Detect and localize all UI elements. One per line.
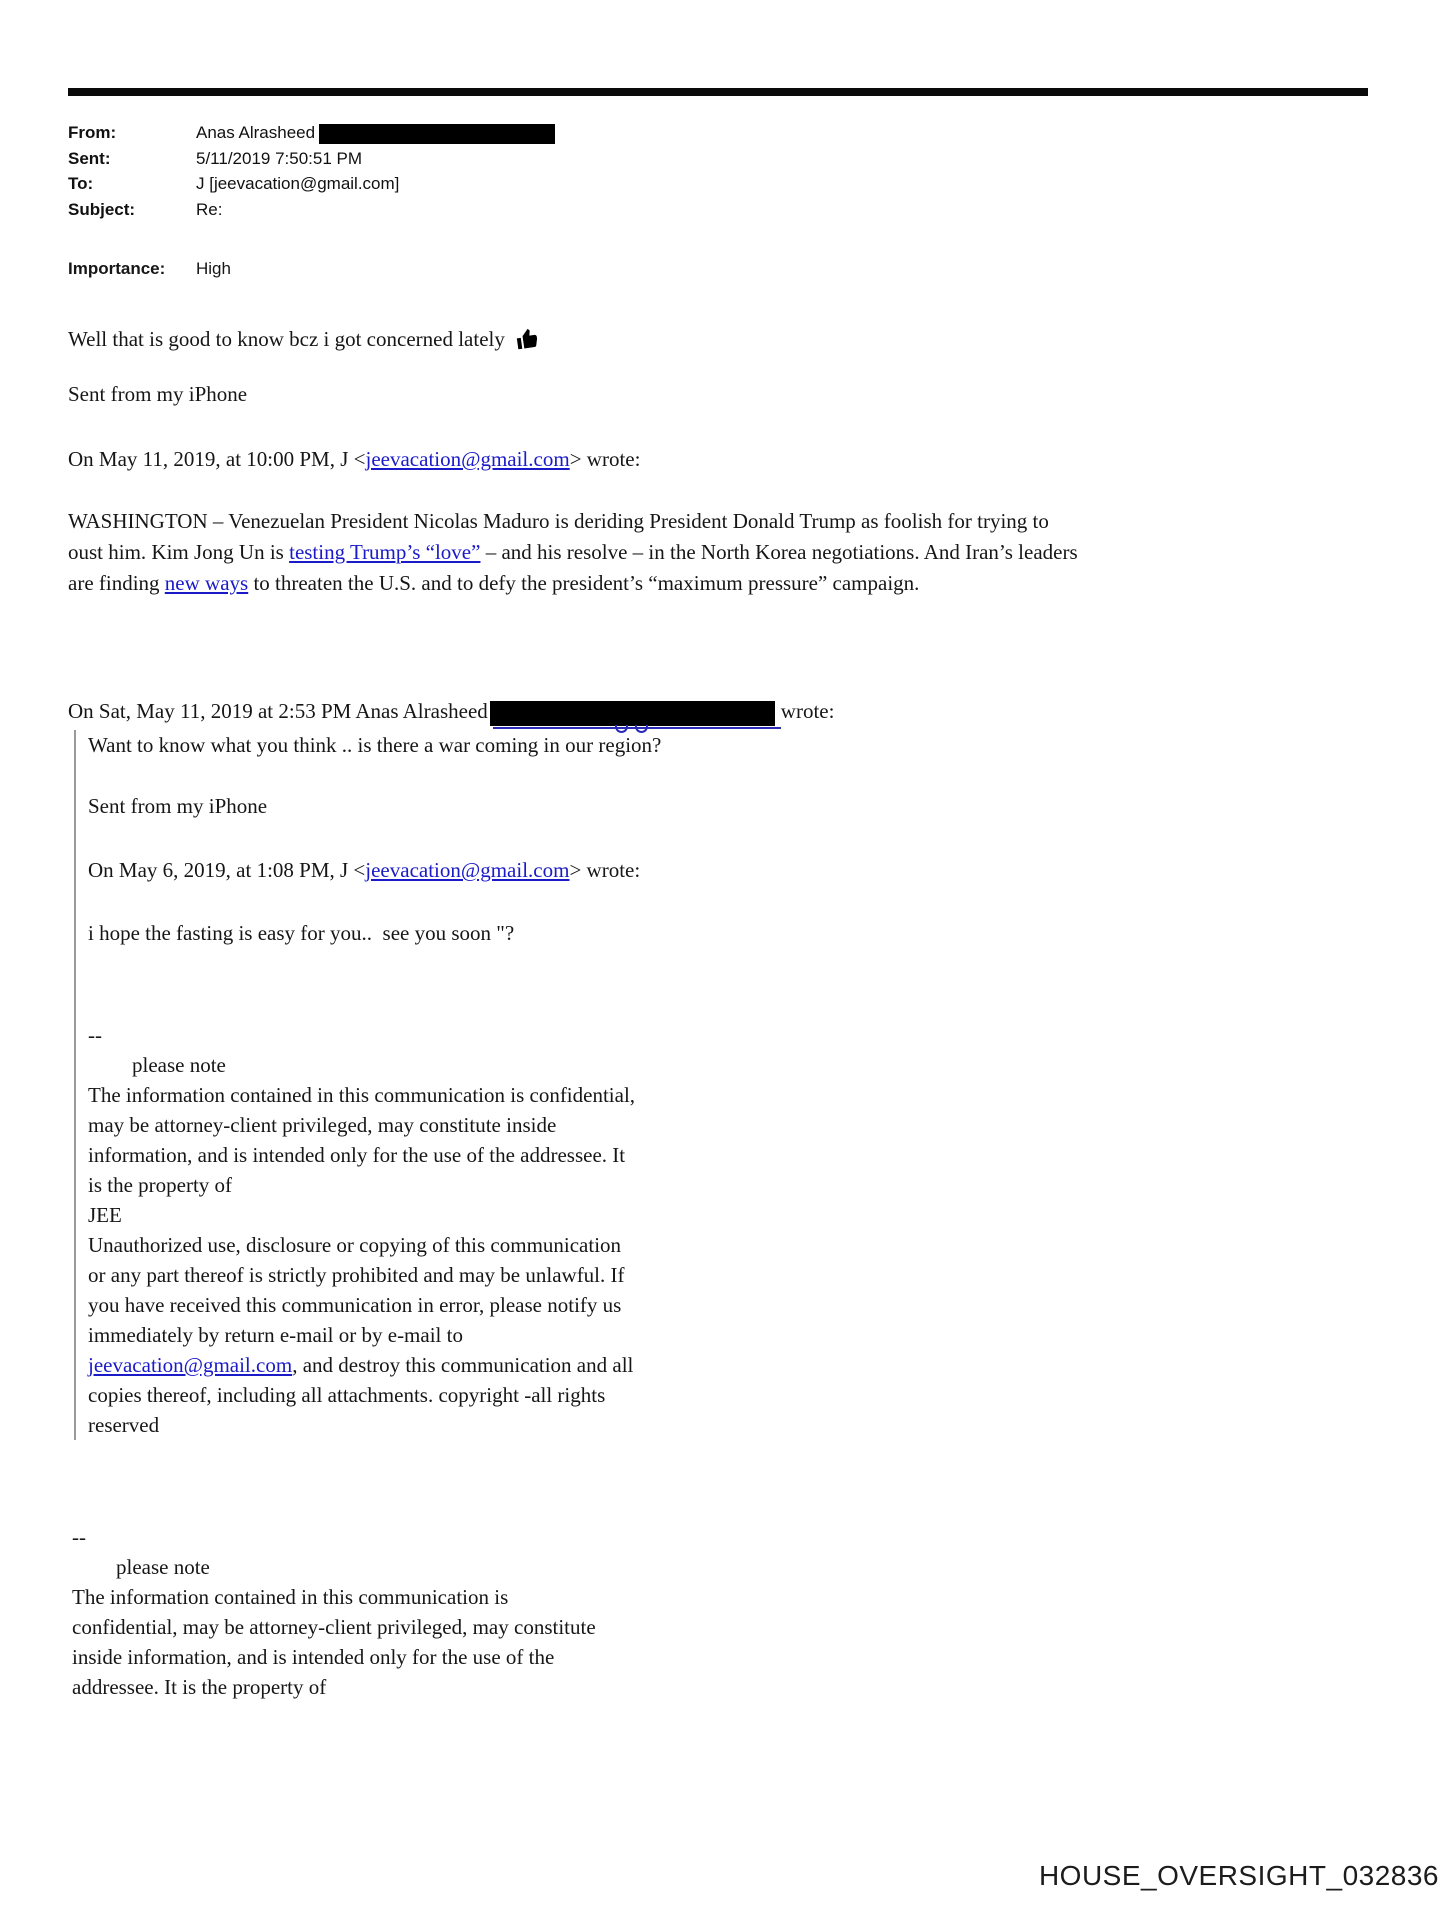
bates-number: HOUSE_OVERSIGHT_032836 — [1038, 1860, 1439, 1891]
testing-trumps-love-link[interactable]: testing Trump’s “love” — [289, 540, 481, 564]
email-link[interactable]: jeevacation@gmail.com — [365, 858, 570, 882]
quoted-reply-block — [74, 730, 1368, 1440]
importance-label: Importance: — [68, 259, 166, 278]
email-link[interactable]: jeevacation@gmail.com — [365, 447, 570, 471]
quoted-question: Want to know what you think .. is there a war coming in our region? — [88, 733, 662, 757]
header-row-sent — [68, 146, 1368, 172]
subject-value: Re: — [196, 199, 223, 219]
subject-label: Subject: — [68, 199, 136, 219]
email-header — [68, 120, 1368, 222]
reply-attribution-sat — [68, 696, 1368, 726]
news-text: WASHINGTON – Venezuelan President Nicolas Maduro is deriding President Donald Trump as foolish for trying to oust him. Kim Jong Un is — [68, 509, 1049, 564]
from-label: From: — [68, 123, 117, 142]
attribution-text: On May 6, 2019, at 1:08 PM, J < — [88, 858, 366, 882]
thumbs-up-icon — [513, 325, 540, 352]
header-row-subject — [68, 197, 1368, 223]
news-text: to threaten the U.S. and to defy the president’s “maximum pressure” campaign. — [248, 571, 920, 595]
new-ways-link[interactable]: new ways — [164, 571, 249, 595]
confidentiality-disclaimer — [88, 1080, 643, 1440]
sent-value: 5/11/2019 7:50:51 PM — [196, 148, 363, 168]
to-value: J [jeevacation@gmail.com] — [196, 174, 400, 193]
company-name: JEE — [88, 1203, 122, 1227]
reply-attribution-may11 — [68, 444, 1368, 474]
please-note-label: please note — [132, 1053, 226, 1077]
please-note-label: please note — [116, 1555, 210, 1579]
importance-row — [68, 257, 1368, 281]
disclaimer-text: Unauthorized use, disclosure or copying of this communication or any part thereof is strictly prohibited and may be unlawful. If you have received this communication in error, please notify us immediately by return e-mail or by e-mail to — [88, 1233, 625, 1347]
disclaimer-text: , and destroy this communication and all copies thereof, including all attachments. copyright -all rights reserved — [88, 1353, 634, 1437]
header-row-to — [68, 171, 1368, 197]
email-link[interactable]: jeevacation@gmail.com — [88, 1353, 293, 1377]
header-row-from — [68, 120, 1368, 146]
confidentiality-disclaimer-truncated: The information contained in this communication is confidential, may be attorney-client privileged, may constitute inside information, and is intended only for the use of the addressee. It is the property of — [72, 1585, 596, 1699]
message-line — [68, 324, 1368, 354]
redaction-bar — [319, 124, 555, 144]
attribution-text: > wrote: — [569, 447, 641, 471]
sent-from-iphone: Sent from my iPhone — [88, 794, 268, 818]
to-label: To: — [68, 174, 94, 193]
redacted-email-wrap — [490, 701, 775, 726]
sent-label: Sent: — [68, 148, 111, 168]
reply-attribution-may6 — [88, 855, 1368, 885]
from-value: Anas Alrasheed — [196, 120, 555, 146]
document-content — [0, 88, 1453, 1702]
news-excerpt-paragraph — [68, 506, 1080, 599]
attribution-text: > wrote: — [569, 858, 641, 882]
attribution-text: On May 11, 2019, at 10:00 PM, J < — [68, 447, 366, 471]
fasting-message: i hope the fasting is easy for you.. see you soon "? — [88, 921, 515, 945]
signature-dashes: -- — [72, 1525, 86, 1549]
attribution-text: On Sat, May 11, 2019 at 2:53 PM Anas Alrasheed — [68, 699, 488, 723]
importance-value: High — [196, 259, 231, 278]
header-divider-rule — [68, 88, 1368, 96]
news-text: – and his resolve – in the North Korea negotiations. And Iran’s leaders are finding — [68, 540, 1078, 595]
attribution-text: wrote: — [780, 699, 835, 723]
message-text: Well that is good to know bcz i got concerned lately — [68, 327, 505, 351]
signature-dashes: -- — [88, 1023, 102, 1047]
redaction-bar — [490, 701, 775, 726]
disclaimer-text: The information contained in this communication is confidential, may be attorney-client privileged, may constitute inside information, and is intended only for the use of the addressee. It is the property of — [88, 1083, 636, 1197]
sent-from-iphone: Sent from my iPhone — [68, 382, 248, 406]
